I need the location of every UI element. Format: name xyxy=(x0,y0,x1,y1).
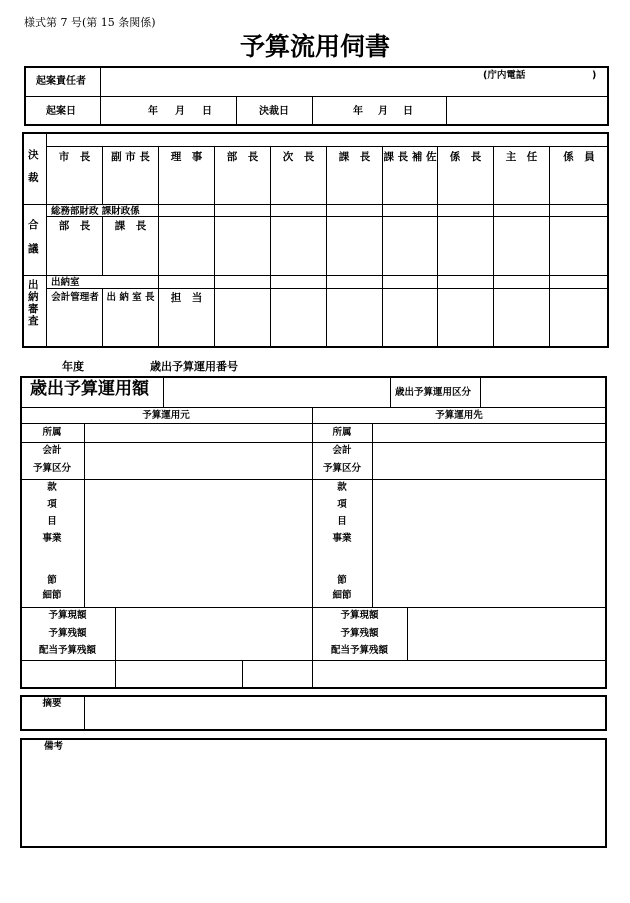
dest-kou-label: 項 xyxy=(337,499,347,510)
source-category-field[interactable] xyxy=(85,480,312,607)
fiscal-year-label: 年度 xyxy=(62,360,84,373)
source-budget-division-label: 予算区分 xyxy=(32,463,71,474)
approval-row3-label-1: 出 xyxy=(28,279,39,291)
treasury-col-office-head: 出 納 室 長 xyxy=(106,292,155,303)
decision-day: 日 xyxy=(403,106,413,117)
seal-cell-supervisor[interactable] xyxy=(494,166,549,204)
budget-category-field[interactable] xyxy=(481,377,606,407)
consult-department: 総務部財政 課財政係 xyxy=(51,206,140,217)
proposer-label: 起案責任者 xyxy=(36,76,86,87)
source-account-label: 会計 xyxy=(42,445,62,456)
treasury-col-accounting-manager: 会計管理者 xyxy=(51,292,99,303)
bottom-cell-4[interactable] xyxy=(313,661,606,688)
approval-row3-label-3: 審 xyxy=(28,303,39,315)
consult-seal-department-head[interactable] xyxy=(47,235,102,275)
draft-day: 日 xyxy=(202,106,212,117)
treasury-col-staff: 担 当 xyxy=(170,292,203,304)
bottom-cell-1[interactable] xyxy=(21,661,115,688)
dest-saisetsu-label: 細節 xyxy=(332,590,352,601)
proposer-field[interactable] xyxy=(101,67,608,96)
seal-cell-director[interactable] xyxy=(159,166,214,204)
decision-year: 年 xyxy=(353,106,363,117)
dest-setsu-label: 節 xyxy=(337,575,347,586)
dest-current-amount-label: 予算現額 xyxy=(340,610,379,621)
approval-col-staff: 係 員 xyxy=(563,151,595,163)
source-jigyou-label: 事業 xyxy=(42,533,62,544)
approval-row2-label-1: 合 xyxy=(28,219,39,231)
source-affiliation-field[interactable] xyxy=(85,424,312,442)
approval-col-deputy-head: 次 長 xyxy=(282,151,315,163)
dest-remaining-label: 予算残額 xyxy=(340,628,379,639)
remarks-field[interactable] xyxy=(22,756,605,846)
dest-amounts-field[interactable] xyxy=(408,608,606,660)
form-number: 様式第 7 号(第 15 条関係) xyxy=(24,16,156,29)
dest-jigyou-label: 事業 xyxy=(332,533,352,544)
decision-month: 月 xyxy=(378,106,388,117)
approval-col-supervisor: 主 任 xyxy=(505,151,538,163)
treasury-seal-accounting-manager[interactable] xyxy=(47,306,102,347)
treasury-department: 出納室 xyxy=(51,277,80,288)
seal-cell-department-head[interactable] xyxy=(215,166,270,204)
approval-row3-label-4: 査 xyxy=(28,315,39,327)
consult-col-department-head: 部 長 xyxy=(58,220,91,232)
budget-category-label: 歳出予算運用区分 xyxy=(395,387,472,398)
approval-row2-label-2: 議 xyxy=(28,243,39,255)
dest-account-field[interactable] xyxy=(373,443,606,479)
dest-kan-label: 款 xyxy=(337,482,347,493)
source-moku-label: 目 xyxy=(47,516,57,527)
source-setsu-label: 節 xyxy=(47,575,57,586)
page-title: 予算流用伺書 xyxy=(239,32,390,61)
dest-affiliation-field[interactable] xyxy=(373,424,606,442)
decision-date-field[interactable] xyxy=(313,97,446,125)
source-header: 予算運用元 xyxy=(142,410,190,421)
summary-field[interactable] xyxy=(85,697,605,729)
budget-amount-label: 歳出予算運用額 xyxy=(30,379,149,399)
dest-moku-label: 目 xyxy=(337,516,347,527)
approval-col-section-head: 課 長 xyxy=(338,151,371,163)
approval-col-department-head: 部 長 xyxy=(226,151,259,163)
treasury-seal-office-head[interactable] xyxy=(103,306,158,347)
summary-label: 摘要 xyxy=(42,698,62,709)
bottom-cell-2[interactable] xyxy=(116,661,242,688)
source-kou-label: 項 xyxy=(47,499,57,510)
phone-close: ) xyxy=(592,70,597,81)
dest-budget-division-label: 予算区分 xyxy=(322,463,361,474)
seal-cell-mayor[interactable] xyxy=(47,166,102,204)
draft-month: 月 xyxy=(175,106,185,117)
decision-date-label: 決裁日 xyxy=(259,106,289,117)
approval-col-assistant-head: 課 長 補 佐 xyxy=(383,151,437,163)
draft-date-field[interactable] xyxy=(101,97,236,125)
decision-extra-field[interactable] xyxy=(447,97,607,125)
dest-allocated-remaining-label: 配当予算残額 xyxy=(330,645,388,656)
source-allocated-remaining-label: 配当予算残額 xyxy=(38,645,96,656)
source-account-field[interactable] xyxy=(85,443,312,479)
approval-col-mayor: 市 長 xyxy=(58,151,91,163)
dest-category-field[interactable] xyxy=(373,480,606,607)
seal-cell-deputy-head[interactable] xyxy=(271,166,326,204)
consult-seal-section-head[interactable] xyxy=(103,235,158,275)
source-current-amount-label: 予算現額 xyxy=(48,610,87,621)
approval-row3-label-2: 納 xyxy=(28,291,39,303)
phone-label: (庁内電話 xyxy=(483,70,526,81)
seal-cell-staff[interactable] xyxy=(550,166,607,204)
approval-col-vice-mayor: 副 市 長 xyxy=(111,151,150,163)
seal-cell-chief[interactable] xyxy=(438,166,493,204)
approval-row1-label-2: 裁 xyxy=(28,172,39,184)
source-saisetsu-label: 細節 xyxy=(42,590,62,601)
approval-col-director: 理 事 xyxy=(170,151,203,163)
draft-year: 年 xyxy=(148,106,158,117)
bottom-cell-3[interactable] xyxy=(243,661,312,688)
source-kan-label: 款 xyxy=(47,482,57,493)
source-affiliation-label: 所属 xyxy=(42,427,62,438)
approval-col-chief: 係 長 xyxy=(449,151,482,163)
seal-cell-vice-mayor[interactable] xyxy=(103,166,158,204)
treasury-seal-staff[interactable] xyxy=(159,306,214,347)
seal-cell-assistant-head[interactable] xyxy=(383,166,437,204)
dest-header: 予算運用先 xyxy=(435,410,483,421)
budget-number-label: 歳出予算運用番号 xyxy=(150,360,238,373)
source-amounts-field[interactable] xyxy=(116,608,312,660)
draft-date-label: 起案日 xyxy=(46,106,76,117)
remarks-label: 備考 xyxy=(44,741,64,752)
source-remaining-label: 予算残額 xyxy=(48,628,87,639)
budget-amount-field[interactable] xyxy=(164,377,390,407)
dest-account-label: 会計 xyxy=(332,445,352,456)
consult-col-section-head: 課 長 xyxy=(114,220,147,232)
approval-row1-label-1: 決 xyxy=(28,149,39,161)
dest-affiliation-label: 所属 xyxy=(332,427,352,438)
seal-cell-section-head[interactable] xyxy=(327,166,382,204)
